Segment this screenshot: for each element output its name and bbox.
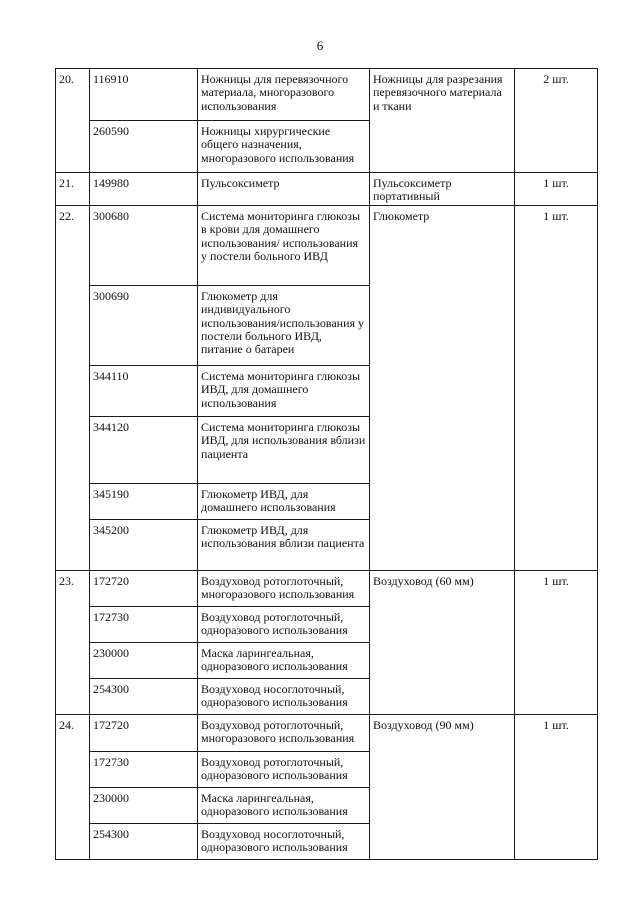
item-quantity: 1 шт. bbox=[515, 205, 598, 570]
item-number: 20. bbox=[56, 69, 90, 173]
nomenclature-code: 116910 bbox=[90, 69, 198, 121]
nomenclature-code: 345190 bbox=[90, 483, 198, 519]
item-description: Глюкометр bbox=[370, 205, 515, 570]
table-row bbox=[56, 205, 598, 285]
nomenclature-code: 344110 bbox=[90, 365, 198, 416]
item-description: Воздуховод (90 мм) bbox=[370, 714, 515, 859]
nomenclature-name: Ножницы для перевязочного материала, многоразового использования bbox=[198, 69, 370, 121]
item-number: 23. bbox=[56, 570, 90, 714]
nomenclature-name: Маска ларингеальная, одноразового использования bbox=[198, 787, 370, 823]
nomenclature-name: Воздуховод ротоглоточный, многоразового использования bbox=[198, 570, 370, 606]
item-quantity: 1 шт. bbox=[515, 714, 598, 859]
nomenclature-name: Пульсоксиметр bbox=[198, 173, 370, 206]
nomenclature-name: Маска ларингеальная, одноразового использования bbox=[198, 642, 370, 678]
nomenclature-name: Глюкометр для индивидуального использования/использования у постели больного ИВД, питание о батареи bbox=[198, 285, 370, 365]
item-number: 22. bbox=[56, 205, 90, 570]
table-row bbox=[56, 570, 598, 606]
nomenclature-name: Система мониторинга глюкозы ИВД, для использования вблизи пациента bbox=[198, 416, 370, 483]
nomenclature-code: 172730 bbox=[90, 751, 198, 787]
nomenclature-code: 300690 bbox=[90, 285, 198, 365]
nomenclature-code: 230000 bbox=[90, 787, 198, 823]
item-quantity: 1 шт. bbox=[515, 173, 598, 206]
equipment-table bbox=[55, 68, 598, 860]
nomenclature-name: Система мониторинга глюкозы в крови для домашнего использования/ использования у постели больного ИВД bbox=[198, 205, 370, 285]
item-number: 21. bbox=[56, 173, 90, 206]
item-description: Ножницы для разрезания перевязочного материала и ткани bbox=[370, 69, 515, 173]
nomenclature-code: 300680 bbox=[90, 205, 198, 285]
nomenclature-code: 345200 bbox=[90, 519, 198, 570]
item-number: 24. bbox=[56, 714, 90, 859]
table-row bbox=[56, 173, 598, 206]
nomenclature-code: 230000 bbox=[90, 642, 198, 678]
nomenclature-code: 172720 bbox=[90, 570, 198, 606]
table-row bbox=[56, 714, 598, 751]
nomenclature-code: 149980 bbox=[90, 173, 198, 206]
item-quantity: 1 шт. bbox=[515, 570, 598, 714]
nomenclature-name: Воздуховод носоглоточный, одноразового использования bbox=[198, 678, 370, 714]
nomenclature-name: Воздуховод ротоглоточный, одноразового использования bbox=[198, 606, 370, 642]
nomenclature-name: Глюкометр ИВД, для использования вблизи пациента bbox=[198, 519, 370, 570]
nomenclature-name: Система мониторинга глюкозы ИВД, для домашнего использования bbox=[198, 365, 370, 416]
page-number: 6 bbox=[316, 38, 324, 53]
nomenclature-code: 172720 bbox=[90, 714, 198, 751]
nomenclature-code: 254300 bbox=[90, 678, 198, 714]
table-row bbox=[56, 69, 598, 121]
item-description: Пульсоксиметр портативный bbox=[370, 173, 515, 206]
nomenclature-name: Воздуховод ротоглоточный, одноразового использования bbox=[198, 751, 370, 787]
nomenclature-name: Ножницы хирургические общего назначения, многоразового использования bbox=[198, 121, 370, 173]
nomenclature-code: 172730 bbox=[90, 606, 198, 642]
item-description: Воздуховод (60 мм) bbox=[370, 570, 515, 714]
nomenclature-code: 260590 bbox=[90, 121, 198, 173]
table-body bbox=[56, 69, 598, 860]
nomenclature-code: 344120 bbox=[90, 416, 198, 483]
item-quantity: 2 шт. bbox=[515, 69, 598, 173]
nomenclature-name: Воздуховод носоглоточный, одноразового использования bbox=[198, 823, 370, 859]
nomenclature-code: 254300 bbox=[90, 823, 198, 859]
nomenclature-name: Воздуховод ротоглоточный, многоразового использования bbox=[198, 714, 370, 751]
nomenclature-name: Глюкометр ИВД, для домашнего использования bbox=[198, 483, 370, 519]
